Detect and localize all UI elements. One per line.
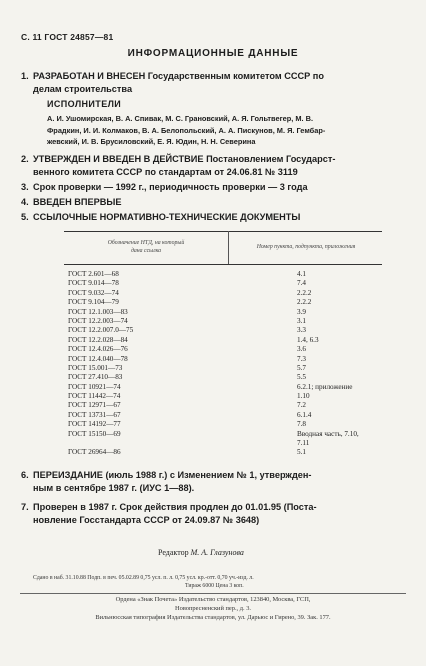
section-3-number: 3.	[21, 182, 29, 192]
table-cell-clause: 6.1.4	[297, 410, 312, 419]
section-1-line-1: РАЗРАБОТАН И ВНЕСЕН Государственным комитетом СССР по	[33, 71, 324, 81]
table-cell-designation: ГОСТ 12.2.007.0—75	[68, 326, 134, 335]
section-7-line-2: новление Госстандарта СССР от 24.09.87 № 3648)	[33, 514, 260, 525]
document-title: ИНФОРМАЦИОННЫЕ ДАННЫЕ	[127, 48, 299, 59]
table-cell-designation: ГОСТ 27.410—83	[68, 373, 123, 382]
table-cell-clause: 3.6	[297, 345, 306, 354]
table-cell-designation: ГОСТ 11442—74	[68, 392, 121, 401]
section-5-line-1: ССЫЛОЧНЫЕ НОРМАТИВНО-ТЕХНИЧЕСКИЕ ДОКУМЕНТЫ	[33, 212, 301, 222]
performers-line-1: А. И. Ушомирская, В. А. Спивак, М. С. Грановский, А. Я. Гольтвегер, М. В.	[47, 114, 314, 123]
editor-name: М. А. Глазунова	[190, 548, 244, 557]
table-cell-clause: 3.9	[297, 307, 306, 316]
table-cell-clause: 1.10	[297, 392, 310, 401]
section-6	[21, 469, 312, 494]
table-header-rule	[64, 264, 382, 265]
section-7-line-1: Проверен в 1987 г. Срок действия продлен до 01.01.95 (Поста-	[33, 502, 317, 512]
section-2-line-2: венного комитета СССР по стандартам от 24.06.81 № 3119	[33, 166, 298, 177]
table-cell-clause: 7.3	[297, 354, 306, 363]
section-2-number: 2.	[21, 154, 29, 164]
table-header-divider	[228, 231, 229, 264]
table-header-clause: Номер пункта, подпункта, приложения	[256, 244, 356, 250]
section-1-line-2: делам строительства	[33, 83, 133, 94]
table-cell-clause: 7.8	[297, 420, 306, 429]
table-cell-designation: ГОСТ 9.104—79	[68, 298, 119, 307]
editor-credit	[158, 548, 244, 557]
table-header-designation-line-2: дана ссылка	[130, 248, 162, 254]
table-cell-designation: ГОСТ 26964—86	[68, 448, 121, 457]
table-cell-clause: 5.5	[297, 373, 306, 382]
section-2	[21, 153, 336, 178]
section-7	[21, 501, 317, 526]
performers-line-3: жевский, И. В. Брусиловский, Е. Я. Юдин, Н. Н. Северина	[47, 137, 256, 146]
section-6-number: 6.	[21, 470, 29, 480]
table-cell-clause: 4.1	[297, 270, 306, 278]
table-header-designation	[64, 239, 228, 255]
imprint-publisher: Ордена «Знак Почета» Издательство стандартов, 123840, Москва, ГСП,	[115, 596, 311, 603]
table-cell-designation: ГОСТ 13731—67	[68, 410, 121, 419]
section-2-line-1: УТВЕРЖДЕН И ВВЕДЕН В ДЕЙСТВИЕ Постановлением Государст-	[33, 154, 336, 164]
imprint-printing-house: Вильнюсская типография Издательства стандартов, ул. Дарьюс и Гирено, 39. Зак. 177.	[95, 614, 331, 621]
section-7-number: 7.	[21, 502, 29, 512]
table-cell-clause: Вводная часть, 7.10,	[297, 429, 359, 438]
table-cell-clause: 3.3	[297, 326, 306, 335]
table-cell-clause: 1.4, 6.3	[297, 335, 319, 344]
table-cell-clause: 3.1	[297, 316, 306, 325]
imprint-publisher-address: Новопресненский пер., д. 3.	[175, 605, 251, 612]
table-cell-designation: ГОСТ 15.001—73	[68, 363, 123, 372]
table-cell-designation: ГОСТ 12971—67	[68, 401, 121, 410]
page-header: С. 11 ГОСТ 24857—81	[21, 32, 114, 42]
table-cell-designation: ГОСТ 9.014—78	[68, 279, 119, 288]
table-cell-designation: ГОСТ 15150—69	[68, 429, 121, 438]
table-top-rule	[64, 231, 382, 232]
table-cell-clause: 6.2.1; приложение	[297, 382, 353, 391]
table-cell-designation: ГОСТ 14192—77	[68, 420, 121, 429]
section-6-line-1: ПЕРЕИЗДАНИЕ (июль 1988 г.) с Изменением № 1, утвержден-	[33, 470, 312, 480]
section-1-number: 1.	[21, 71, 29, 81]
table-cell-clause: 2.2.2	[297, 288, 312, 297]
table-cell-clause: 7.11	[297, 439, 310, 448]
section-5	[21, 211, 301, 224]
section-5-number: 5.	[21, 212, 29, 222]
editor-label: Редактор	[158, 548, 189, 557]
performers-heading: ИСПОЛНИТЕЛИ	[47, 99, 122, 109]
section-3-line-1: Срок проверки — 1992 г., периодичность проверки — 3 года	[33, 182, 308, 192]
table-cell-designation: ГОСТ 12.2.003—74	[68, 316, 128, 325]
imprint-circulation: Тираж 6000 Цена 3 коп.	[185, 583, 244, 589]
imprint-print-data: Сдано в наб. 31.10.88 Подп. в печ. 05.02.89 0,75 усл. п. л. 0,75 усл. кр.-отт. 0,70 уч.-изд. л.	[33, 575, 254, 581]
table-cell-clause: 2.2.2	[297, 298, 312, 307]
table-cell-designation: ГОСТ 2.601—68	[68, 270, 119, 278]
table-cell-designation: ГОСТ 12.2.028—84	[68, 335, 128, 344]
section-1	[21, 70, 324, 95]
table-cell-designation: ГОСТ 12.1.003—83	[68, 307, 128, 316]
table-cell-clause: 5.7	[297, 363, 306, 372]
table-cell-clause: 5.1	[297, 448, 306, 457]
table-cell-clause: 7.2	[297, 401, 306, 410]
table-header-designation-line-1: Обозначение НТД, на который	[107, 240, 185, 246]
table-cell-designation: ГОСТ 12.4.040—78	[68, 354, 128, 363]
section-4-number: 4.	[21, 197, 29, 207]
section-6-line-2: ным в сентябре 1987 г. (ИУС 1—88).	[33, 482, 195, 493]
section-4	[21, 196, 122, 209]
table-cell-designation: ГОСТ 10921—74	[68, 382, 121, 391]
table-cell-clause: 7.4	[297, 279, 306, 288]
section-3	[21, 181, 308, 194]
imprint-rule	[20, 593, 406, 594]
table-cell-designation: ГОСТ 12.4.026—76	[68, 345, 128, 354]
section-4-line-1: ВВЕДЕН ВПЕРВЫЕ	[33, 197, 122, 207]
performers-line-2: Фрадкин, И. И. Колмаков, В. А. Белопольский, А. А. Пискунов, М. Я. Гембар-	[47, 125, 326, 135]
table-cell-designation: ГОСТ 9.032—74	[68, 288, 119, 297]
performers-list	[47, 113, 399, 148]
